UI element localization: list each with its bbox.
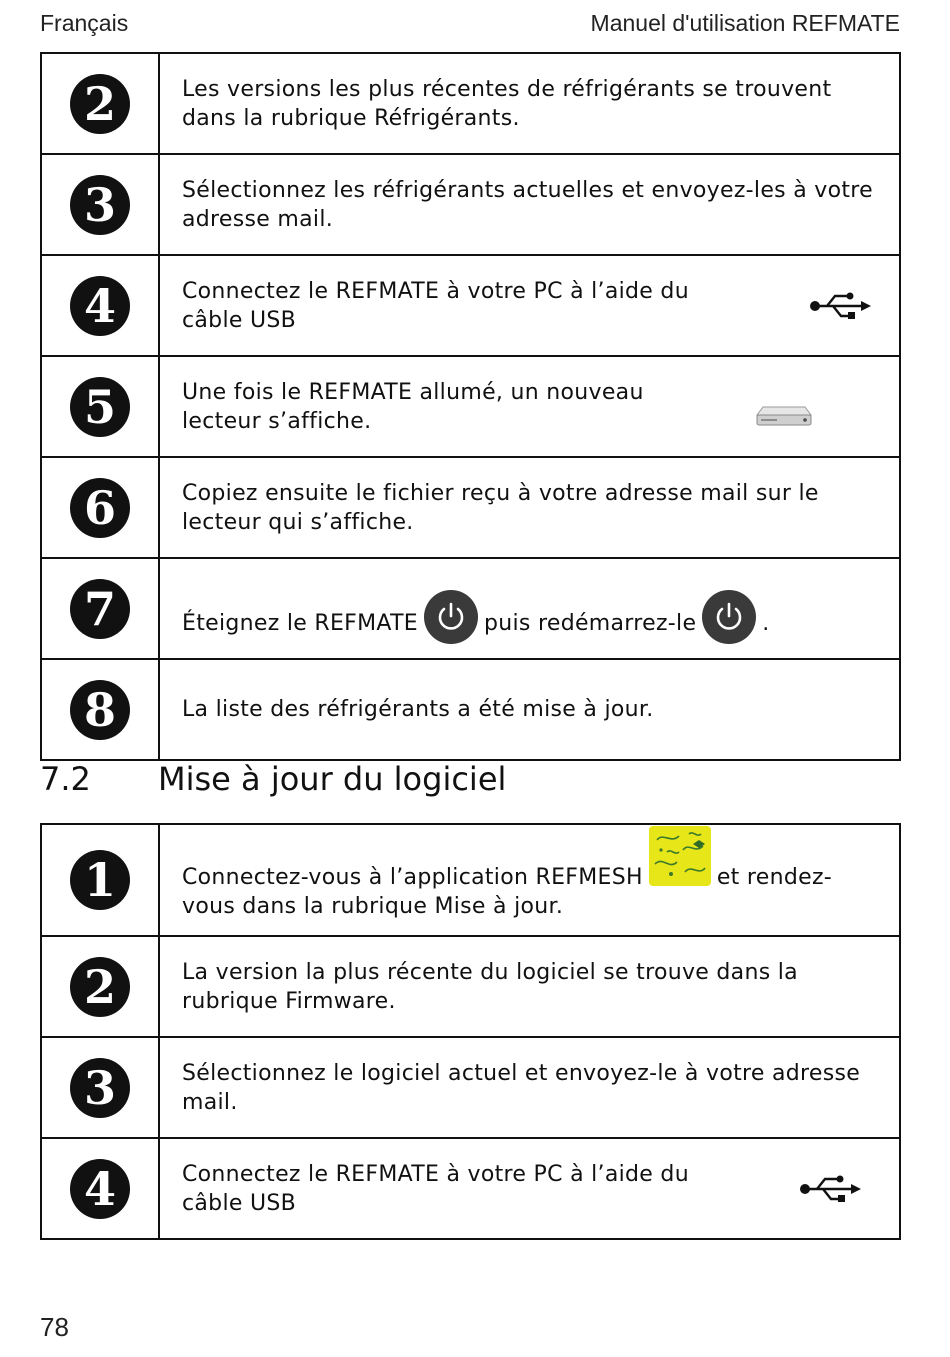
step-text: Copiez ensuite le fichier reçu à votre adresse mail sur le lecteur qui s’affiche. <box>182 480 819 535</box>
step-number-badge: 2 <box>70 957 130 1017</box>
step-text-cell <box>159 255 900 356</box>
step-text-cell <box>159 154 900 255</box>
step-text: . <box>762 611 770 636</box>
refrigerants-steps-table <box>40 52 901 761</box>
step-number-badge: 4 <box>70 276 130 336</box>
section-number: 7.2 <box>40 760 91 798</box>
step-text-cell <box>159 824 900 936</box>
step-text: Sélectionnez le logiciel actuel et envoyez-le à votre adresse mail. <box>182 1060 861 1115</box>
section-heading <box>40 760 506 798</box>
step-text-cell <box>159 936 900 1037</box>
usb-icon <box>799 1173 861 1205</box>
step-text-cell <box>159 1138 900 1239</box>
step-row <box>41 936 900 1037</box>
step-row <box>41 659 900 760</box>
software-steps-table <box>40 823 901 1240</box>
power-icon <box>702 590 756 644</box>
step-text: Les versions les plus récentes de réfrigérants se trouvent dans la rubrique Réfrigérants. <box>182 76 832 131</box>
step-text-cell <box>159 558 900 659</box>
step-text: Éteignez le REFMATE <box>182 611 419 636</box>
step-text-cell <box>159 457 900 558</box>
step-row <box>41 356 900 457</box>
step-row <box>41 53 900 154</box>
step-text-cell <box>159 356 900 457</box>
step-number-badge: 7 <box>70 579 130 639</box>
step-text: Connectez-vous à l’application REFMESH <box>182 865 643 890</box>
step-row <box>41 1138 900 1239</box>
step-row <box>41 154 900 255</box>
page-number: 78 <box>40 1312 69 1342</box>
drive-icon <box>755 405 813 429</box>
step-row <box>41 1037 900 1138</box>
power-icon <box>424 590 478 644</box>
step-number-badge: 3 <box>70 1058 130 1118</box>
step-number-badge: 6 <box>70 478 130 538</box>
header-language: Français <box>40 10 129 36</box>
step-row <box>41 255 900 356</box>
step-number-badge: 8 <box>70 680 130 740</box>
step-number-badge: 3 <box>70 175 130 235</box>
step-text: La liste des réfrigérants a été mise à jour. <box>182 697 654 722</box>
step-text-cell <box>159 53 900 154</box>
step-number-badge: 5 <box>70 377 130 437</box>
usb-icon <box>809 290 871 322</box>
step-text: Une fois le REFMATE allumé, un nouveau lecteur s’affiche. <box>182 379 644 434</box>
step-number-badge: 4 <box>70 1159 130 1219</box>
header-title: Manuel d'utilisation REFMATE <box>590 10 900 36</box>
step-number-badge: 2 <box>70 74 130 134</box>
step-text: et rendez-vous dans la rubrique Mise à jour. <box>182 865 833 919</box>
step-text-cell <box>159 659 900 760</box>
step-row <box>41 558 900 659</box>
step-text: Connectez le REFMATE à votre PC à l’aide du câble USB <box>182 1161 689 1216</box>
app-icon <box>649 826 711 886</box>
step-text-cell <box>159 1037 900 1138</box>
step-text: La version la plus récente du logiciel se trouve dans la rubrique Firmware. <box>182 959 798 1014</box>
section-title: Mise à jour du logiciel <box>158 760 507 798</box>
step-text: Sélectionnez les réfrigérants actuelles et envoyez-les à votre adresse mail. <box>182 177 873 232</box>
step-text: puis redémarrez-le <box>484 611 697 636</box>
step-number-badge: 1 <box>70 850 130 910</box>
step-text: Connectez le REFMATE à votre PC à l’aide du câble USB <box>182 278 689 333</box>
step-row <box>41 824 900 936</box>
step-row <box>41 457 900 558</box>
